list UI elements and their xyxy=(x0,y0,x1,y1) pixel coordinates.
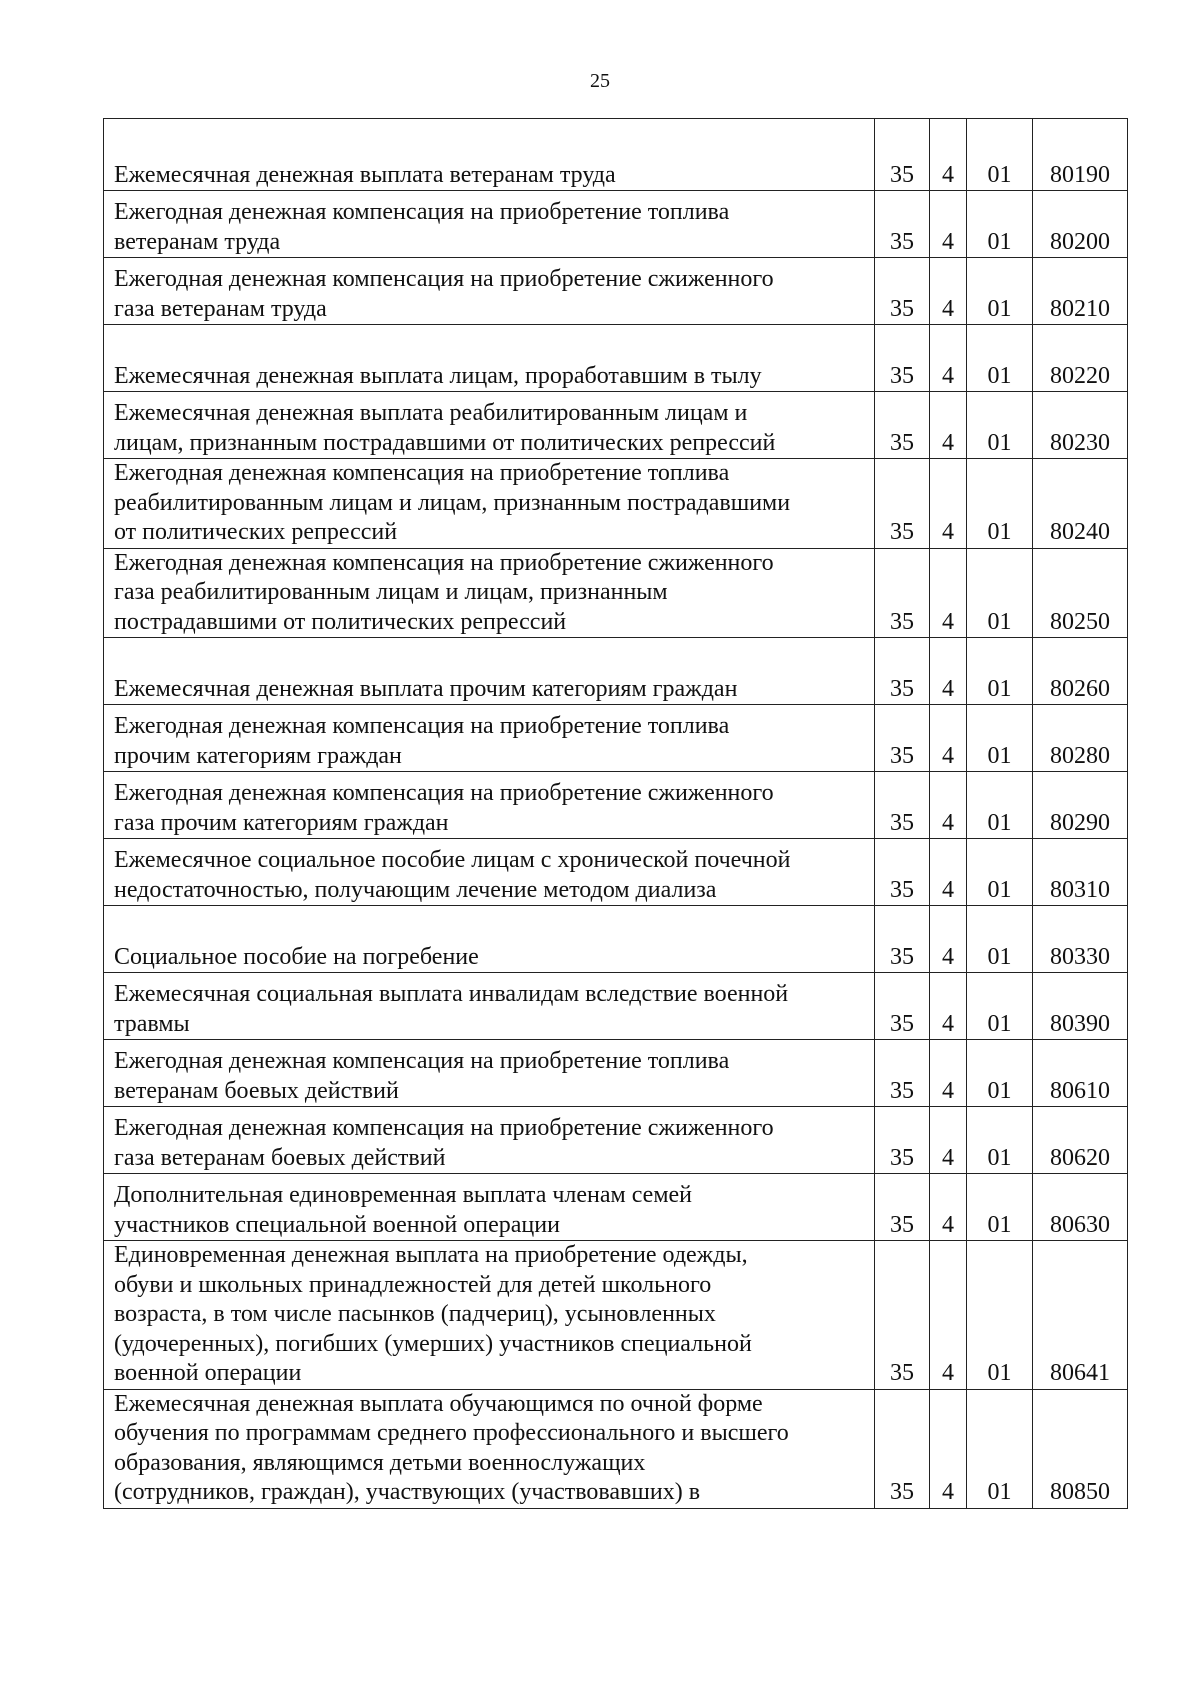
row-name-cell xyxy=(104,973,875,1040)
row-name: Дополнительная единовременная выплата членам семей участников специальной военной операции xyxy=(114,1182,693,1238)
direction-code: 80220 xyxy=(1033,325,1128,392)
row-name-cell xyxy=(104,1040,875,1107)
table-row xyxy=(104,1107,1128,1174)
table-body xyxy=(104,119,1128,1509)
table-row xyxy=(104,258,1128,325)
row-name-cell xyxy=(104,548,875,638)
measure-code: 01 xyxy=(967,638,1033,705)
row-name: Ежегодная денежная компенсация на приобретение топлива реабилитированным лицам и лицам, признанным пострадавшими от политических репрессий xyxy=(114,460,791,545)
table-row xyxy=(104,973,1128,1040)
direction-code: 80190 xyxy=(1033,119,1128,191)
row-name: Социальное пособие на погребение xyxy=(114,943,479,970)
row-name-cell xyxy=(104,392,875,459)
program-code: 35 xyxy=(875,1241,930,1390)
table-row xyxy=(104,392,1128,459)
row-name: Ежегодная денежная компенсация на приобретение топлива ветеранам труда xyxy=(114,199,730,255)
direction-code: 80280 xyxy=(1033,705,1128,772)
measure-code: 01 xyxy=(967,772,1033,839)
row-name-cell xyxy=(104,191,875,258)
direction-code: 80641 xyxy=(1033,1241,1128,1390)
row-name: Ежемесячная денежная выплата обучающимся по очной форме обучения по программам среднего профессионального и высшего образования, являющимся детьми военнослужащих (сотрудников, граждан), участвующих (участвовавших) в xyxy=(114,1390,789,1505)
table-row xyxy=(104,325,1128,392)
row-name-cell xyxy=(104,1107,875,1174)
row-name-cell xyxy=(104,906,875,973)
measure-code: 01 xyxy=(967,1040,1033,1107)
subprogram-code: 4 xyxy=(930,459,967,549)
direction-code: 80230 xyxy=(1033,392,1128,459)
table-row xyxy=(104,459,1128,549)
subprogram-code: 4 xyxy=(930,1040,967,1107)
direction-code: 80240 xyxy=(1033,459,1128,549)
row-name: Ежегодная денежная компенсация на приобретение топлива прочим категориям граждан xyxy=(114,713,730,769)
subprogram-code: 4 xyxy=(930,392,967,459)
row-name: Ежемесячная денежная выплата реабилитированным лицам и лицам, признанным пострадавшими от политических репрессий xyxy=(114,400,776,456)
subprogram-code: 4 xyxy=(930,191,967,258)
table-row xyxy=(104,1389,1128,1508)
table-row xyxy=(104,191,1128,258)
row-name: Ежемесячная социальная выплата инвалидам вследствие военной травмы xyxy=(114,981,789,1037)
measure-code: 01 xyxy=(967,1107,1033,1174)
table-row xyxy=(104,1040,1128,1107)
table-row xyxy=(104,772,1128,839)
row-name-cell xyxy=(104,772,875,839)
program-code: 35 xyxy=(875,459,930,549)
table-row xyxy=(104,638,1128,705)
program-code: 35 xyxy=(875,1389,930,1508)
table-row xyxy=(104,119,1128,191)
row-name-cell xyxy=(104,638,875,705)
measure-code: 01 xyxy=(967,325,1033,392)
subprogram-code: 4 xyxy=(930,1389,967,1508)
measure-code: 01 xyxy=(967,119,1033,191)
direction-code: 80620 xyxy=(1033,1107,1128,1174)
measure-code: 01 xyxy=(967,906,1033,973)
subprogram-code: 4 xyxy=(930,1174,967,1241)
measure-code: 01 xyxy=(967,705,1033,772)
row-name: Ежегодная денежная компенсация на приобретение сжиженного газа ветеранам труда xyxy=(114,266,774,322)
table-row xyxy=(104,906,1128,973)
program-code: 35 xyxy=(875,1107,930,1174)
direction-code: 80290 xyxy=(1033,772,1128,839)
measure-code: 01 xyxy=(967,1174,1033,1241)
subprogram-code: 4 xyxy=(930,638,967,705)
subprogram-code: 4 xyxy=(930,325,967,392)
measure-code: 01 xyxy=(967,392,1033,459)
row-name-cell xyxy=(104,1241,875,1390)
direction-code: 80310 xyxy=(1033,839,1128,906)
program-code: 35 xyxy=(875,325,930,392)
table-row xyxy=(104,705,1128,772)
program-code: 35 xyxy=(875,191,930,258)
row-name-cell xyxy=(104,839,875,906)
measure-code: 01 xyxy=(967,1241,1033,1390)
row-name-cell xyxy=(104,1389,875,1508)
subprogram-code: 4 xyxy=(930,1107,967,1174)
row-name-cell xyxy=(104,705,875,772)
row-name: Ежемесячная денежная выплата лицам, проработавшим в тылу xyxy=(114,362,762,389)
subprogram-code: 4 xyxy=(930,548,967,638)
program-code: 35 xyxy=(875,119,930,191)
table-row xyxy=(104,1174,1128,1241)
measure-code: 01 xyxy=(967,548,1033,638)
measure-code: 01 xyxy=(967,258,1033,325)
subprogram-code: 4 xyxy=(930,258,967,325)
program-code: 35 xyxy=(875,258,930,325)
direction-code: 80610 xyxy=(1033,1040,1128,1107)
budget-classification-table xyxy=(103,118,1128,1509)
table-row xyxy=(104,1241,1128,1390)
row-name: Ежемесячное социальное пособие лицам с хронической почечной недостаточностью, получающим лечение методом диализа xyxy=(114,847,791,903)
row-name: Единовременная денежная выплата на приобретение одежды, обуви и школьных принадлежностей для детей школьного возраста, в том числе пасынков (падчериц), усыновленных (удочеренных), погибших (умерших) участников специальной военной операции xyxy=(114,1242,752,1386)
row-name-cell xyxy=(104,1174,875,1241)
direction-code: 80260 xyxy=(1033,638,1128,705)
program-code: 35 xyxy=(875,705,930,772)
row-name: Ежегодная денежная компенсация на приобретение сжиженного газа прочим категориям граждан xyxy=(114,780,774,836)
row-name: Ежемесячная денежная выплата ветеранам труда xyxy=(114,161,616,188)
subprogram-code: 4 xyxy=(930,906,967,973)
measure-code: 01 xyxy=(967,839,1033,906)
program-code: 35 xyxy=(875,772,930,839)
row-name-cell xyxy=(104,119,875,191)
direction-code: 80390 xyxy=(1033,973,1128,1040)
row-name-cell xyxy=(104,459,875,549)
subprogram-code: 4 xyxy=(930,839,967,906)
measure-code: 01 xyxy=(967,459,1033,549)
direction-code: 80200 xyxy=(1033,191,1128,258)
program-code: 35 xyxy=(875,392,930,459)
subprogram-code: 4 xyxy=(930,705,967,772)
program-code: 35 xyxy=(875,1174,930,1241)
direction-code: 80330 xyxy=(1033,906,1128,973)
measure-code: 01 xyxy=(967,973,1033,1040)
program-code: 35 xyxy=(875,1040,930,1107)
program-code: 35 xyxy=(875,638,930,705)
row-name-cell xyxy=(104,258,875,325)
table-row xyxy=(104,839,1128,906)
program-code: 35 xyxy=(875,839,930,906)
row-name: Ежегодная денежная компенсация на приобретение сжиженного газа ветеранам боевых действий xyxy=(114,1115,774,1171)
direction-code: 80850 xyxy=(1033,1389,1128,1508)
row-name: Ежегодная денежная компенсация на приобретение сжиженного газа реабилитированным лицам и лицам, признанным пострадавшими от политических репрессий xyxy=(114,549,774,635)
program-code: 35 xyxy=(875,548,930,638)
page-number: 25 xyxy=(590,70,610,92)
direction-code: 80210 xyxy=(1033,258,1128,325)
row-name: Ежегодная денежная компенсация на приобретение топлива ветеранам боевых действий xyxy=(114,1048,730,1104)
direction-code: 80630 xyxy=(1033,1174,1128,1241)
subprogram-code: 4 xyxy=(930,119,967,191)
subprogram-code: 4 xyxy=(930,973,967,1040)
direction-code: 80250 xyxy=(1033,548,1128,638)
table-row xyxy=(104,548,1128,638)
measure-code: 01 xyxy=(967,1389,1033,1508)
row-name-cell xyxy=(104,325,875,392)
row-name: Ежемесячная денежная выплата прочим категориям граждан xyxy=(114,675,738,702)
subprogram-code: 4 xyxy=(930,1241,967,1390)
measure-code: 01 xyxy=(967,191,1033,258)
program-code: 35 xyxy=(875,906,930,973)
subprogram-code: 4 xyxy=(930,772,967,839)
program-code: 35 xyxy=(875,973,930,1040)
